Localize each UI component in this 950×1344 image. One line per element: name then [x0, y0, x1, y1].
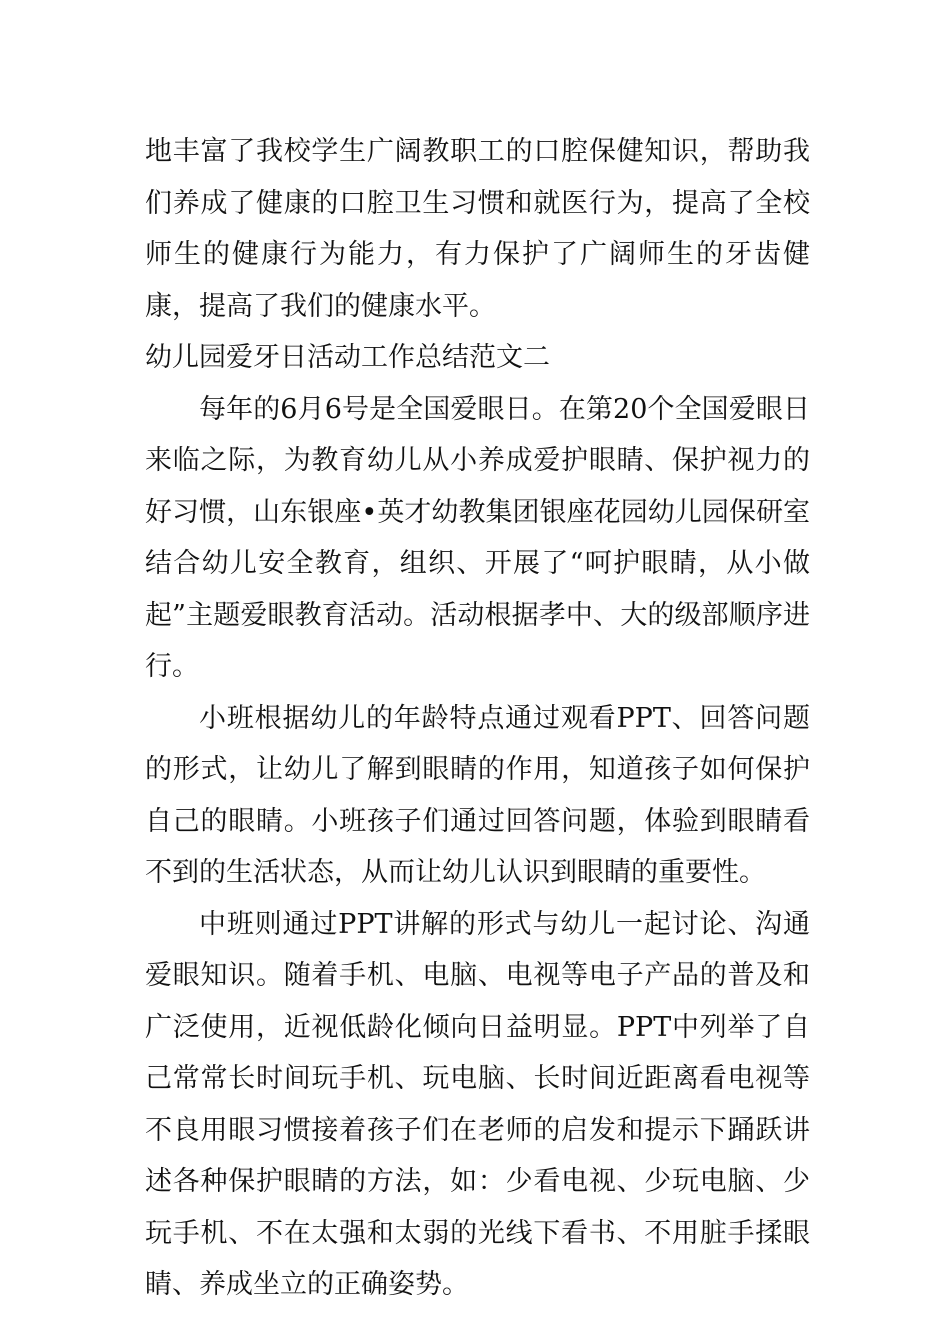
continuation-paragraph: 地丰富了我校学生广阔教职工的口腔保健知识，帮助我们养成了健康的口腔卫生习惯和就医行为，提高了全校师生的健康行为能力，有力保护了广阔师生的牙齿健康，提高了我们的健康水平。 [145, 136, 810, 322]
section-heading: 幼儿园爱牙日活动工作总结范文二 [145, 342, 550, 373]
paragraph-middle-class: 中班则通过PPT讲解的形式与幼儿一起讨论、沟通爱眼知识。随着手机、电脑、电视等电子产品的普及和广泛使用，近视低龄化倾向日益明显。PPT中列举了自己常常长时间玩手机、玩电脑、长时间近距离看电视等不良用眼习惯接着孩子们在老师的启发和提示下踊跃讲述各种保护眼睛的方法，如：少看电视、少玩电脑、少玩手机、不在太强和太弱的光线下看书、不用脏手揉眼睛、养成坐立的正确姿势。 [145, 908, 810, 1300]
paragraph-eye-day-intro: 每年的6月6号是全国爱眼日。在第20个全国爱眼日来临之际，为教育幼儿从小养成爱护眼睛、保护视力的好习惯，山东银座•英才幼教集团银座花园幼儿园保研室结合幼儿安全教育，组织、开展了“呵护眼睛，从小做起”主题爱眼教育活动。活动根据孝中、大的级部顺序进行。 [145, 393, 810, 682]
paragraph-small-class: 小班根据幼儿的年龄特点通过观看PPT、回答问题的形式，让幼儿了解到眼睛的作用，知道孩子如何保护自己的眼睛。小班孩子们通过回答问题，体验到眼睛看不到的生活状态，从而让幼儿认识到眼睛的重要性。 [145, 702, 810, 888]
document-body [145, 126, 810, 1311]
